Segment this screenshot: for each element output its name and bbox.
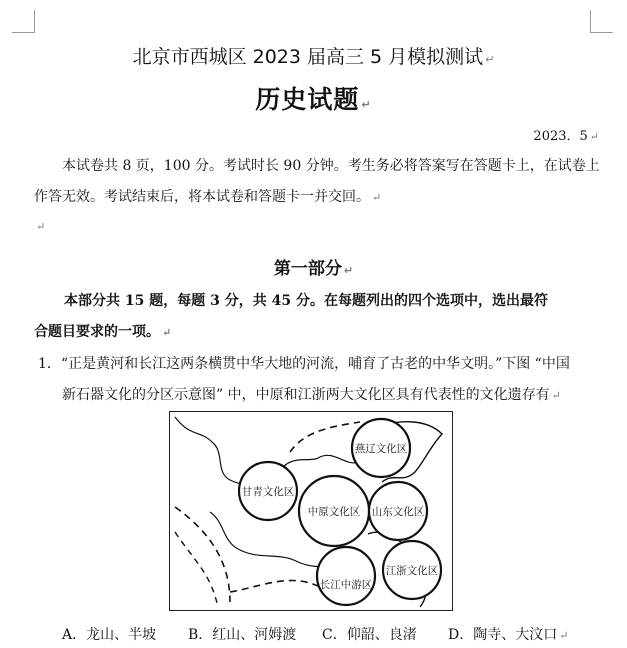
exam-title: 北京市西城区 2023 届高三 5 月模拟测试 ↵ [132, 46, 495, 68]
changjiang-region-circle [317, 547, 375, 605]
ganqing-label: 甘青文化区 [241, 486, 295, 498]
margin-corner-mark [12, 10, 35, 33]
question-1-stem-line-1: 1．“正是黄河和长江这两条横贯中华大地的河流，哺育了古老的中华文明。”下图 “中国 [38, 356, 570, 372]
exam-date: 2023．5 ↵ [533, 129, 599, 144]
yanliao-label: 燕辽文化区 [354, 443, 408, 455]
margin-corner-mark [590, 10, 613, 33]
empty-paragraph: ↵ [36, 220, 46, 233]
jiangzhe-label: 江浙文化区 [385, 565, 439, 577]
neolithic-culture-map [169, 411, 453, 611]
option-a: A．龙山、半坡 [62, 627, 157, 643]
option-b: B．红山、河姆渡 [188, 627, 297, 643]
zhongyuan-label: 中原文化区 [307, 506, 361, 518]
subject-title: 历史试题 ↵ [255, 85, 372, 114]
shandong-label: 山东文化区 [371, 506, 425, 518]
option-d: D．陶寺、大汶口 ↵ [448, 627, 569, 643]
intro-line-1: 本试卷共 8 页，100 分。考试时长 90 分钟。考生务必将答案写在答题卡上，在试卷上 [62, 158, 600, 174]
changjiang-label: 长江中游区 [319, 579, 373, 591]
region-boundary-south [175, 507, 320, 602]
part-heading: 第一部分 ↵ [273, 259, 354, 279]
intro-line-2: 作答无效。考试结束后，将本试卷和答题卡一并交回。 ↵ [34, 189, 382, 205]
region-boundary-north [290, 422, 360, 452]
part-instruction-line-1: 本部分共 15 题，每题 3 分，共 45 分。在每题列出的四个选项中，选出最符 [64, 293, 548, 309]
option-c: C．仰韶、良渚 [322, 627, 417, 643]
question-1-stem-line-2: 新石器文化的分区示意图” 中，中原和江浙两大文化区具有代表性的文化遗存有 ↵ [62, 387, 561, 403]
part-instruction-line-2: 合题目要求的一项。 ↵ [34, 324, 172, 340]
